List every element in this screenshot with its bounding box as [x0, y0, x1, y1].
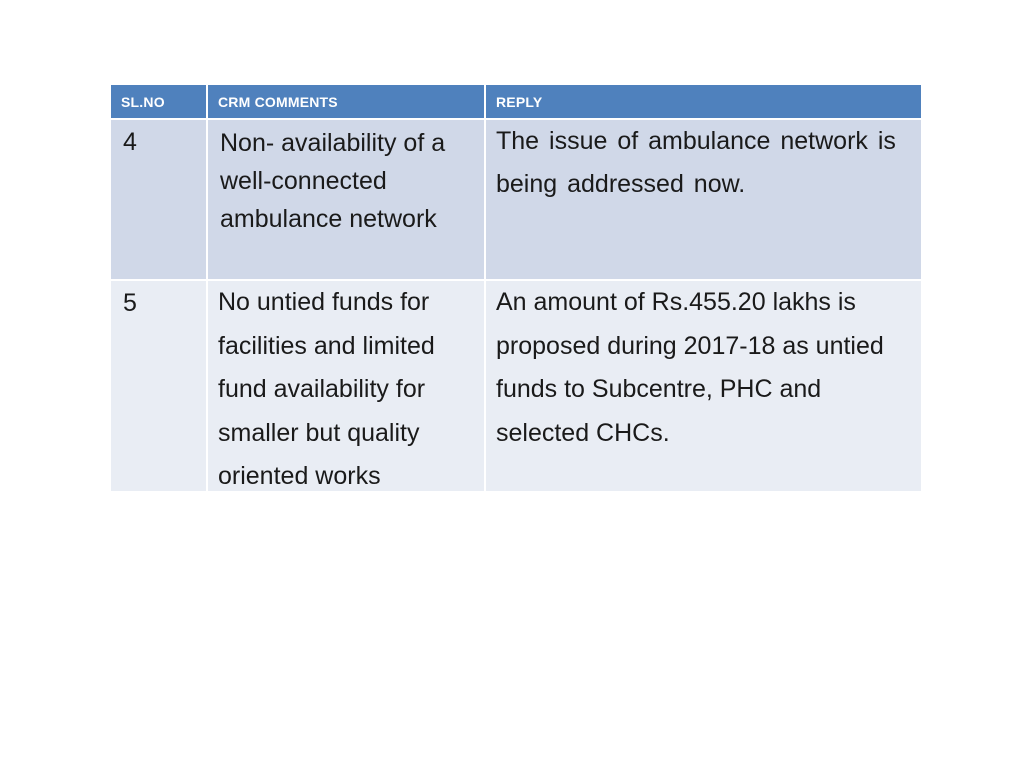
- header-reply: REPLY: [486, 85, 921, 120]
- row-crm-comment: No untied funds for facilities and limited fund availability for smaller but quality oriented works: [208, 281, 486, 493]
- row-sl-no: 4: [111, 120, 208, 281]
- row-reply: An amount of Rs.455.20 lakhs is proposed during 2017-18 as untied funds to Subcentre, PHC and selected CHCs.: [486, 281, 921, 493]
- table-row: [111, 120, 921, 281]
- header-crm-comments: CRM COMMENTS: [208, 85, 486, 120]
- table-row: [111, 281, 921, 493]
- table-header-row: [111, 85, 921, 120]
- row-sl-no: 5: [111, 281, 208, 493]
- row-reply: The issue of ambulance network is being addressed now.: [486, 120, 921, 281]
- crm-reply-table: [111, 85, 921, 493]
- row-crm-comment: Non- availability of a well-connected ambulance network: [208, 120, 486, 281]
- header-sl-no: SL.NO: [111, 85, 208, 120]
